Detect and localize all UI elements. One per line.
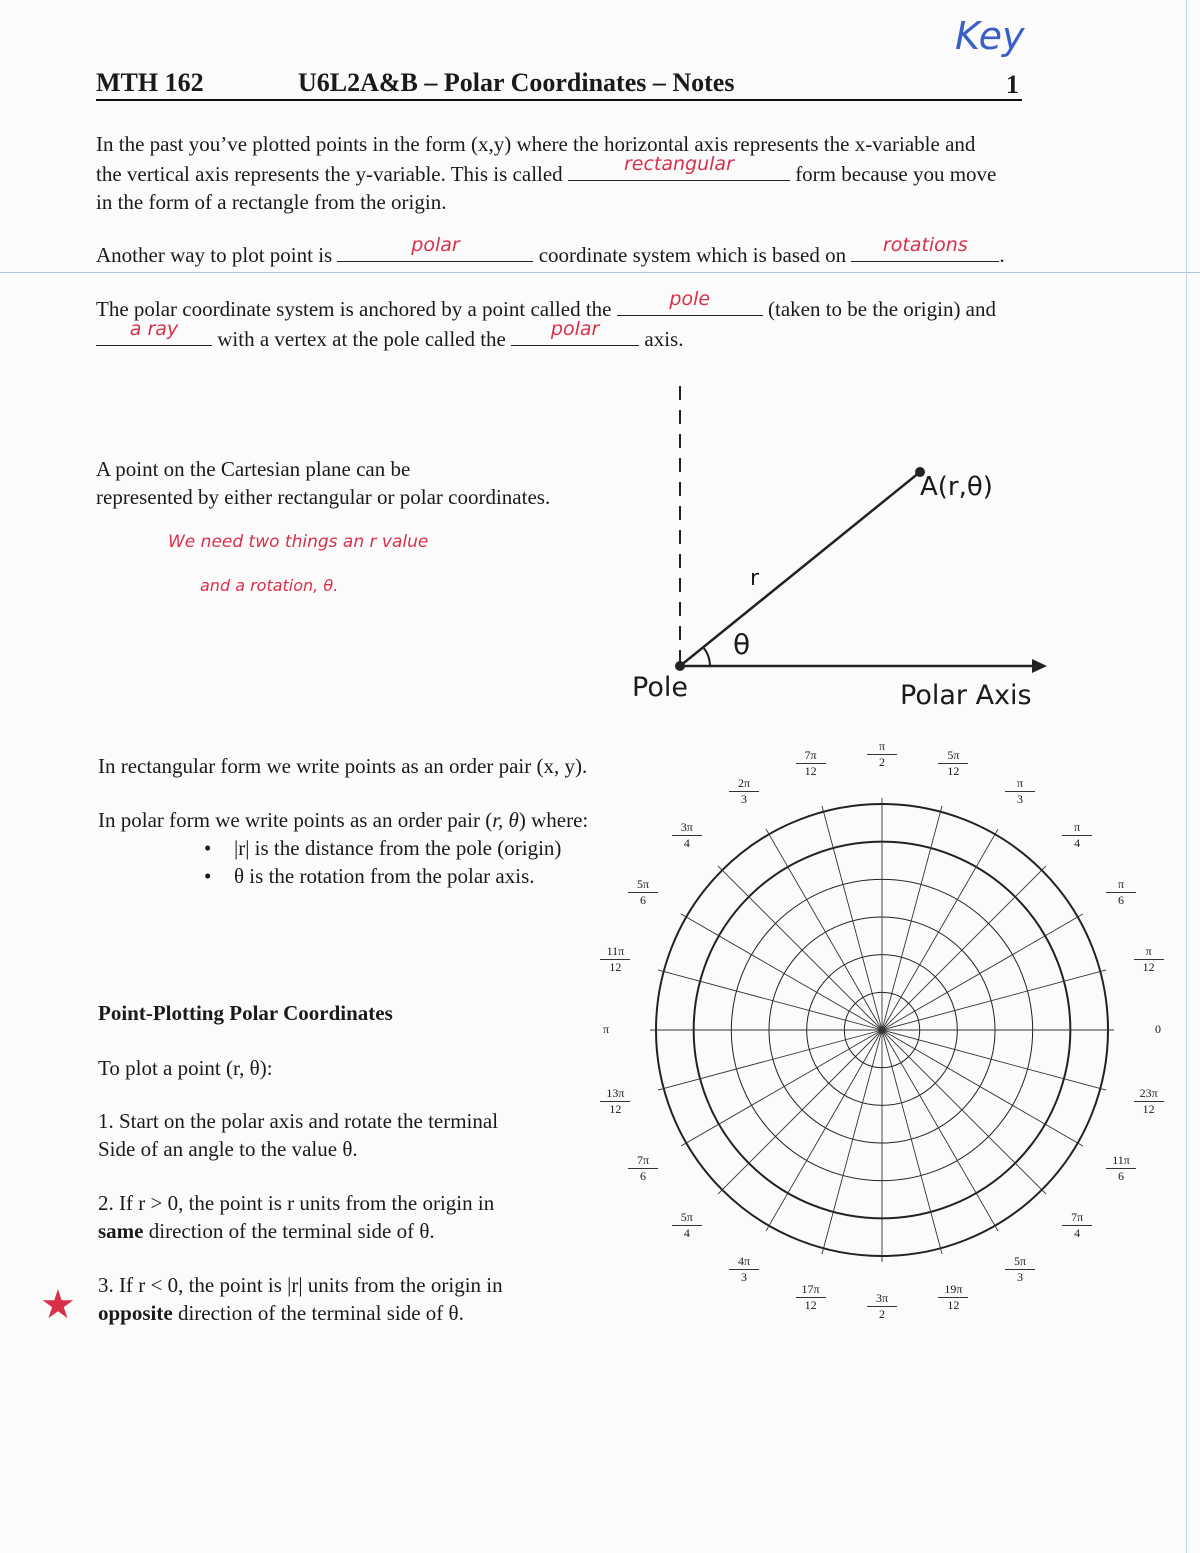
angle-label: π 4 [1062, 821, 1092, 850]
angle-label: 7π 12 [796, 749, 826, 778]
angle-label: 7π 6 [628, 1154, 658, 1183]
grid-spoke [882, 1030, 942, 1254]
grid-spoke [882, 1030, 1106, 1090]
angle-label: 5π 4 [672, 1211, 702, 1240]
grid-spoke [658, 1030, 882, 1090]
section-heading: Point-Plotting Polar Coordinates [98, 1001, 393, 1025]
intro-line-2: the vertical axis represents the y-variable. This is called rectangular form because you move [96, 153, 997, 186]
angle-label: 0 [1155, 1022, 1161, 1036]
angle-label: 19π 12 [938, 1283, 968, 1312]
pole-diagram [600, 380, 1080, 720]
polar-form-bullets [204, 834, 588, 890]
angle-label: π 2 [867, 740, 897, 769]
polar-axis-arrowhead [1032, 659, 1047, 673]
scan-rule [0, 272, 1200, 273]
grid-spoke [882, 1030, 998, 1231]
grid-spoke [822, 806, 882, 1030]
grid-spoke [658, 970, 882, 1030]
page-number: 1 [1006, 70, 1019, 99]
answer-key-mark: Key [955, 14, 1025, 58]
grid-spoke [681, 914, 882, 1030]
angle-label: 11π 6 [1106, 1154, 1136, 1183]
intro-line-3: in the form of a rectangle from the origin. [96, 190, 447, 214]
star-mark: ★ [40, 1282, 76, 1328]
header-underline [96, 99, 1022, 101]
angle-label: 2π 3 [729, 777, 759, 806]
grid-spoke [766, 1030, 882, 1231]
angle-label: 11π 12 [600, 945, 630, 974]
page-title: U6L2A&B – Polar Coordinates – Notes [298, 68, 735, 97]
polar-form-paragraph [98, 806, 588, 890]
step-1: 1. Start on the polar axis and rotate the terminal Side of an angle to the value θ. [98, 1109, 499, 1161]
angle-label: 7π 4 [1062, 1211, 1092, 1240]
pole-blank: pole [617, 293, 763, 316]
bullet-distance: • |r| is the distance from the pole (origin) [204, 834, 588, 862]
point-a-label: A(r,θ) [920, 472, 993, 502]
grid-spoke [882, 829, 998, 1030]
intro-line-1: In the past you’ve plotted points in the form (x,y) where the horizontal axis represents the x-variable and [96, 132, 976, 156]
cartesian-paragraph: A point on the Cartesian plane can be represented by either rectangular or polar coordinates. [96, 457, 551, 509]
angle-label: 23π 12 [1134, 1087, 1164, 1116]
grid-spoke [681, 1030, 882, 1146]
anchor-paragraph [96, 288, 997, 353]
angle-label: 17π 12 [796, 1283, 826, 1312]
rectangular-form-text: In rectangular form we write points as an order pair (x, y). [98, 754, 588, 778]
polar-axis-blank: polar [511, 323, 639, 346]
step-3: 3. If r < 0, the point is |r| units from the origin in opposite direction of the terminal side of θ. [98, 1273, 503, 1325]
anchor-line-1: The polar coordinate system is anchored by a point called the pole (taken to be the origin) and [96, 288, 997, 321]
angle-label: 4π 3 [729, 1255, 759, 1284]
plot-intro: To plot a point (r, θ): [98, 1056, 273, 1080]
scan-margin-line [1186, 0, 1187, 1553]
theta-arc [703, 647, 710, 666]
rectangular-blank: rectangular [568, 158, 790, 181]
r-label: r [750, 566, 760, 591]
grid-spoke [882, 970, 1106, 1030]
grid-spoke [718, 1030, 882, 1194]
polar-blank: polar [337, 239, 533, 262]
polar-form-line: In polar form we write points as an order pair (r, θ) where: [98, 808, 589, 832]
angle-label: π [602, 1022, 610, 1036]
grid-spoke [822, 1030, 882, 1254]
theta-label: θ [733, 628, 751, 661]
pole-label: Pole [632, 672, 688, 703]
handwritten-note-2: and a rotation, θ. [200, 576, 339, 595]
angle-label: π 6 [1106, 878, 1136, 907]
angle-label: 5π 3 [1005, 1255, 1035, 1284]
bullet-rotation: • θ is the rotation from the polar axis. [204, 862, 588, 890]
radius-segment [680, 472, 920, 666]
grid-spoke [882, 866, 1046, 1030]
anchor-line-2: a ray with a vertex at the pole called the polar axis. [96, 323, 996, 353]
grid-spoke [882, 1030, 1083, 1146]
angle-label: π 12 [1134, 945, 1164, 974]
rotations-blank: rotations [851, 239, 999, 262]
angle-label: 3π 2 [867, 1292, 897, 1321]
another-way-line: Another way to plot point is polar coordinate system which is based on rotations . [96, 234, 1005, 267]
grid-spoke [718, 866, 882, 1030]
angle-label: 5π 6 [628, 878, 658, 907]
ray-blank: a ray [96, 323, 212, 346]
polar-axis-label: Polar Axis [900, 680, 1032, 711]
grid-spoke [882, 1030, 1046, 1194]
step-2: 2. If r > 0, the point is r units from the origin in same direction of the terminal side of θ. [98, 1191, 495, 1243]
course-code: MTH 162 [96, 68, 204, 97]
polar-grid [610, 750, 1160, 1320]
grid-spoke [882, 806, 942, 1030]
angle-label: 3π 4 [672, 821, 702, 850]
handwritten-note-1: We need two things an r value [168, 532, 429, 552]
angle-label: π 3 [1005, 777, 1035, 806]
angle-label: 5π 12 [938, 749, 968, 778]
grid-spoke [766, 829, 882, 1030]
intro-paragraph [96, 130, 996, 216]
grid-spoke [882, 914, 1083, 1030]
pole-point [675, 661, 685, 671]
angle-label: 13π 12 [600, 1087, 630, 1116]
